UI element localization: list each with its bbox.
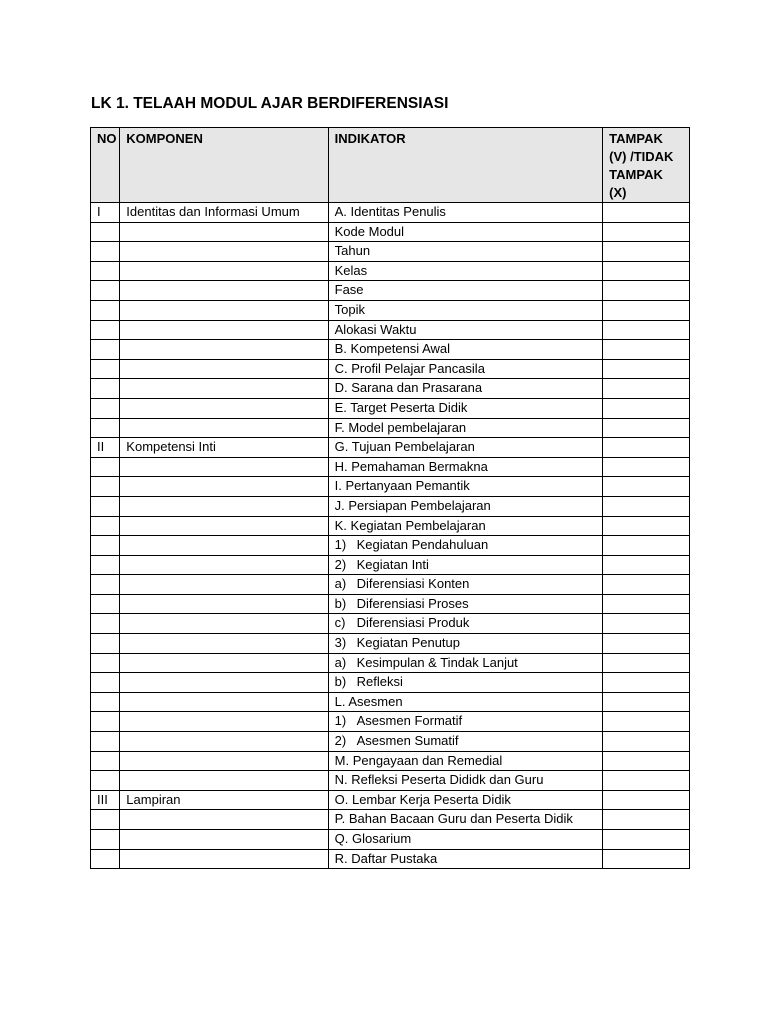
cell-indikator xyxy=(328,320,603,340)
cell-no xyxy=(91,751,120,771)
indikator-text: C. Profil Pelajar Pancasila xyxy=(334,360,485,376)
cell-indikator xyxy=(328,242,603,262)
cell-komponen xyxy=(120,771,328,791)
indikator-text: M. Pengayaan dan Remedial xyxy=(334,752,503,768)
cell-no xyxy=(91,281,120,301)
cell-tampak[interactable] xyxy=(603,398,690,418)
cell-komponen xyxy=(120,614,328,634)
table-row xyxy=(91,673,690,693)
cell-no xyxy=(91,398,120,418)
cell-tampak[interactable] xyxy=(603,692,690,712)
cell-indikator xyxy=(328,300,603,320)
cell-tampak[interactable] xyxy=(603,614,690,634)
cell-komponen xyxy=(120,810,328,830)
indikator-text: Kegiatan Penutup xyxy=(356,635,461,651)
cell-komponen xyxy=(120,418,328,438)
table-row xyxy=(91,712,690,732)
table-row xyxy=(91,359,690,379)
cell-indikator xyxy=(328,712,603,732)
item-number: 1) xyxy=(334,537,347,553)
table-row xyxy=(91,398,690,418)
cell-tampak[interactable] xyxy=(603,242,690,262)
indikator-text: E. Target Peserta Didik xyxy=(334,399,468,415)
table-row xyxy=(91,281,690,301)
cell-no xyxy=(91,477,120,497)
cell-indikator xyxy=(328,614,603,634)
cell-komponen xyxy=(120,281,328,301)
table-row xyxy=(91,575,690,595)
cell-komponen xyxy=(120,634,328,654)
cell-no xyxy=(91,594,120,614)
cell-komponen xyxy=(120,222,328,242)
cell-tampak[interactable] xyxy=(603,732,690,752)
cell-komponen xyxy=(120,398,328,418)
table-row xyxy=(91,555,690,575)
cell-tampak[interactable] xyxy=(603,320,690,340)
cell-no: II xyxy=(91,438,120,458)
indikator-text: Kelas xyxy=(334,262,368,278)
cell-komponen xyxy=(120,555,328,575)
table-row xyxy=(91,222,690,242)
cell-no xyxy=(91,555,120,575)
cell-indikator xyxy=(328,575,603,595)
cell-tampak[interactable] xyxy=(603,340,690,360)
cell-komponen xyxy=(120,732,328,752)
cell-no xyxy=(91,379,120,399)
cell-tampak[interactable] xyxy=(603,555,690,575)
indikator-text: Asesmen Sumatif xyxy=(356,733,459,749)
cell-no xyxy=(91,457,120,477)
cell-tampak[interactable] xyxy=(603,477,690,497)
cell-indikator xyxy=(328,830,603,850)
cell-no xyxy=(91,340,120,360)
indikator-text: Kesimpulan & Tindak Lanjut xyxy=(356,654,518,670)
cell-indikator xyxy=(328,555,603,575)
cell-tampak[interactable] xyxy=(603,418,690,438)
cell-indikator xyxy=(328,810,603,830)
indikator-text: G. Tujuan Pembelajaran xyxy=(334,439,475,455)
cell-tampak[interactable] xyxy=(603,849,690,869)
table-row xyxy=(91,261,690,281)
cell-indikator xyxy=(328,594,603,614)
cell-tampak[interactable] xyxy=(603,810,690,830)
indikator-text: H. Pemahaman Bermakna xyxy=(334,458,488,474)
cell-indikator xyxy=(328,340,603,360)
cell-komponen xyxy=(120,692,328,712)
indikator-text: Fase xyxy=(334,282,364,298)
cell-tampak[interactable] xyxy=(603,496,690,516)
cell-komponen xyxy=(120,300,328,320)
table-row xyxy=(91,810,690,830)
cell-tampak[interactable] xyxy=(603,712,690,732)
cell-no xyxy=(91,516,120,536)
cell-indikator xyxy=(328,359,603,379)
cell-no xyxy=(91,830,120,850)
cell-komponen xyxy=(120,849,328,869)
cell-indikator xyxy=(328,477,603,497)
indikator-text: D. Sarana dan Prasarana xyxy=(334,380,483,396)
cell-komponen: Kompetensi Inti xyxy=(120,438,328,458)
table-row xyxy=(91,457,690,477)
telaah-table xyxy=(90,127,690,869)
cell-komponen xyxy=(120,261,328,281)
cell-no: I xyxy=(91,203,120,223)
table-row xyxy=(91,477,690,497)
cell-tampak[interactable] xyxy=(603,516,690,536)
indikator-text: K. Kegiatan Pembelajaran xyxy=(334,517,486,533)
cell-no xyxy=(91,320,120,340)
table-row xyxy=(91,653,690,673)
cell-tampak[interactable] xyxy=(603,203,690,223)
cell-komponen xyxy=(120,751,328,771)
cell-tampak[interactable] xyxy=(603,594,690,614)
cell-no xyxy=(91,653,120,673)
table-row xyxy=(91,849,690,869)
cell-indikator xyxy=(328,398,603,418)
cell-indikator xyxy=(328,771,603,791)
cell-indikator xyxy=(328,732,603,752)
cell-tampak[interactable] xyxy=(603,790,690,810)
indikator-text: L. Asesmen xyxy=(334,693,403,709)
table-row xyxy=(91,418,690,438)
cell-indikator xyxy=(328,261,603,281)
cell-tampak[interactable] xyxy=(603,359,690,379)
table-row xyxy=(91,790,690,810)
indikator-text: Alokasi Waktu xyxy=(334,321,417,337)
table-row xyxy=(91,340,690,360)
cell-indikator xyxy=(328,438,603,458)
indikator-text: O. Lembar Kerja Peserta Didik xyxy=(334,791,511,807)
cell-komponen xyxy=(120,712,328,732)
cell-indikator xyxy=(328,418,603,438)
item-number: 2) xyxy=(334,733,347,749)
table-row xyxy=(91,496,690,516)
indikator-text: J. Persiapan Pembelajaran xyxy=(334,497,491,513)
indikator-text: Kode Modul xyxy=(334,223,405,239)
cell-tampak[interactable] xyxy=(603,575,690,595)
table-row xyxy=(91,438,690,458)
indikator-text: Kegiatan Inti xyxy=(356,556,429,572)
cell-tampak[interactable] xyxy=(603,653,690,673)
cell-no xyxy=(91,614,120,634)
item-number: b) xyxy=(334,595,347,611)
cell-no xyxy=(91,222,120,242)
cell-no xyxy=(91,575,120,595)
item-number: a) xyxy=(334,654,347,670)
cell-komponen xyxy=(120,673,328,693)
indikator-text: Diferensiasi Konten xyxy=(356,576,470,592)
cell-indikator xyxy=(328,516,603,536)
header-no: NO xyxy=(91,128,120,203)
cell-no xyxy=(91,673,120,693)
cell-komponen: Identitas dan Informasi Umum xyxy=(120,203,328,223)
table-row xyxy=(91,379,690,399)
cell-no: III xyxy=(91,790,120,810)
indikator-text: Diferensiasi Produk xyxy=(356,615,470,631)
table-row xyxy=(91,320,690,340)
header-komponen: KOMPONEN xyxy=(120,128,328,203)
table-row xyxy=(91,771,690,791)
table-row xyxy=(91,242,690,262)
cell-indikator xyxy=(328,790,603,810)
table-header-row xyxy=(91,128,690,203)
cell-no xyxy=(91,732,120,752)
cell-no xyxy=(91,261,120,281)
header-indikator: INDIKATOR xyxy=(328,128,603,203)
cell-indikator xyxy=(328,653,603,673)
cell-komponen xyxy=(120,379,328,399)
cell-indikator xyxy=(328,496,603,516)
cell-indikator xyxy=(328,634,603,654)
cell-no xyxy=(91,300,120,320)
cell-tampak[interactable] xyxy=(603,634,690,654)
indikator-text: Refleksi xyxy=(356,674,403,690)
indikator-text: P. Bahan Bacaan Guru dan Peserta Didik xyxy=(334,811,573,827)
cell-komponen xyxy=(120,457,328,477)
cell-komponen xyxy=(120,830,328,850)
cell-no xyxy=(91,418,120,438)
table-row xyxy=(91,594,690,614)
cell-tampak[interactable] xyxy=(603,379,690,399)
cell-komponen xyxy=(120,477,328,497)
cell-tampak[interactable] xyxy=(603,281,690,301)
table-row xyxy=(91,692,690,712)
cell-tampak[interactable] xyxy=(603,536,690,556)
indikator-text: Diferensiasi Proses xyxy=(356,595,469,611)
cell-indikator xyxy=(328,849,603,869)
item-number: 3) xyxy=(334,635,347,651)
item-number: 2) xyxy=(334,556,347,572)
cell-tampak[interactable] xyxy=(603,438,690,458)
item-number: c) xyxy=(334,615,346,631)
table-row xyxy=(91,203,690,223)
indikator-text: F. Model pembelajaran xyxy=(334,419,467,435)
table-row xyxy=(91,300,690,320)
indikator-text: I. Pertanyaan Pemantik xyxy=(334,478,470,494)
table-row xyxy=(91,751,690,771)
cell-no xyxy=(91,359,120,379)
indikator-text: B. Kompetensi Awal xyxy=(334,341,451,357)
indikator-text: Q. Glosarium xyxy=(334,831,412,846)
cell-komponen xyxy=(120,575,328,595)
cell-indikator xyxy=(328,751,603,771)
cell-komponen xyxy=(120,536,328,556)
indikator-text: Kegiatan Pendahuluan xyxy=(356,537,489,553)
table-body xyxy=(91,203,690,869)
cell-tampak[interactable] xyxy=(603,261,690,281)
cell-komponen xyxy=(120,653,328,673)
cell-no xyxy=(91,496,120,516)
cell-komponen xyxy=(120,359,328,379)
cell-tampak[interactable] xyxy=(603,673,690,693)
table-row xyxy=(91,830,690,850)
cell-no xyxy=(91,634,120,654)
indikator-text: R. Daftar Pustaka xyxy=(334,850,438,866)
cell-indikator xyxy=(328,281,603,301)
cell-no xyxy=(91,536,120,556)
table-row xyxy=(91,536,690,556)
indikator-text: A. Identitas Penulis xyxy=(334,204,446,219)
cell-no xyxy=(91,692,120,712)
cell-indikator xyxy=(328,673,603,693)
item-number: 1) xyxy=(334,713,347,729)
indikator-text: Topik xyxy=(334,301,365,317)
cell-indikator xyxy=(328,222,603,242)
cell-no xyxy=(91,849,120,869)
table-row xyxy=(91,516,690,536)
cell-komponen xyxy=(120,340,328,360)
cell-tampak[interactable] xyxy=(603,751,690,771)
cell-indikator xyxy=(328,203,603,223)
cell-komponen: Lampiran xyxy=(120,790,328,810)
cell-tampak[interactable] xyxy=(603,457,690,477)
indikator-text: N. Refleksi Peserta Dididk dan Guru xyxy=(334,772,544,788)
cell-komponen xyxy=(120,242,328,262)
indikator-text: Asesmen Formatif xyxy=(356,713,463,729)
table-row xyxy=(91,732,690,752)
table-row xyxy=(91,614,690,634)
cell-komponen xyxy=(120,496,328,516)
cell-indikator xyxy=(328,379,603,399)
cell-komponen xyxy=(120,594,328,614)
indikator-text: Tahun xyxy=(334,243,371,259)
cell-no xyxy=(91,771,120,791)
cell-tampak[interactable] xyxy=(603,222,690,242)
cell-indikator xyxy=(328,692,603,712)
cell-tampak[interactable] xyxy=(603,771,690,791)
cell-komponen xyxy=(120,320,328,340)
cell-indikator xyxy=(328,457,603,477)
cell-komponen xyxy=(120,516,328,536)
item-number: b) xyxy=(334,674,347,690)
table-row xyxy=(91,634,690,654)
cell-no xyxy=(91,810,120,830)
cell-tampak[interactable] xyxy=(603,830,690,850)
page-title: LK 1. TELAAH MODUL AJAR BERDIFERENSIASI xyxy=(91,95,449,112)
cell-no xyxy=(91,712,120,732)
cell-tampak[interactable] xyxy=(603,300,690,320)
item-number: a) xyxy=(334,576,347,592)
header-tampak: TAMPAK (V) /TIDAK TAMPAK (X) xyxy=(603,128,690,203)
cell-no xyxy=(91,242,120,262)
cell-indikator xyxy=(328,536,603,556)
